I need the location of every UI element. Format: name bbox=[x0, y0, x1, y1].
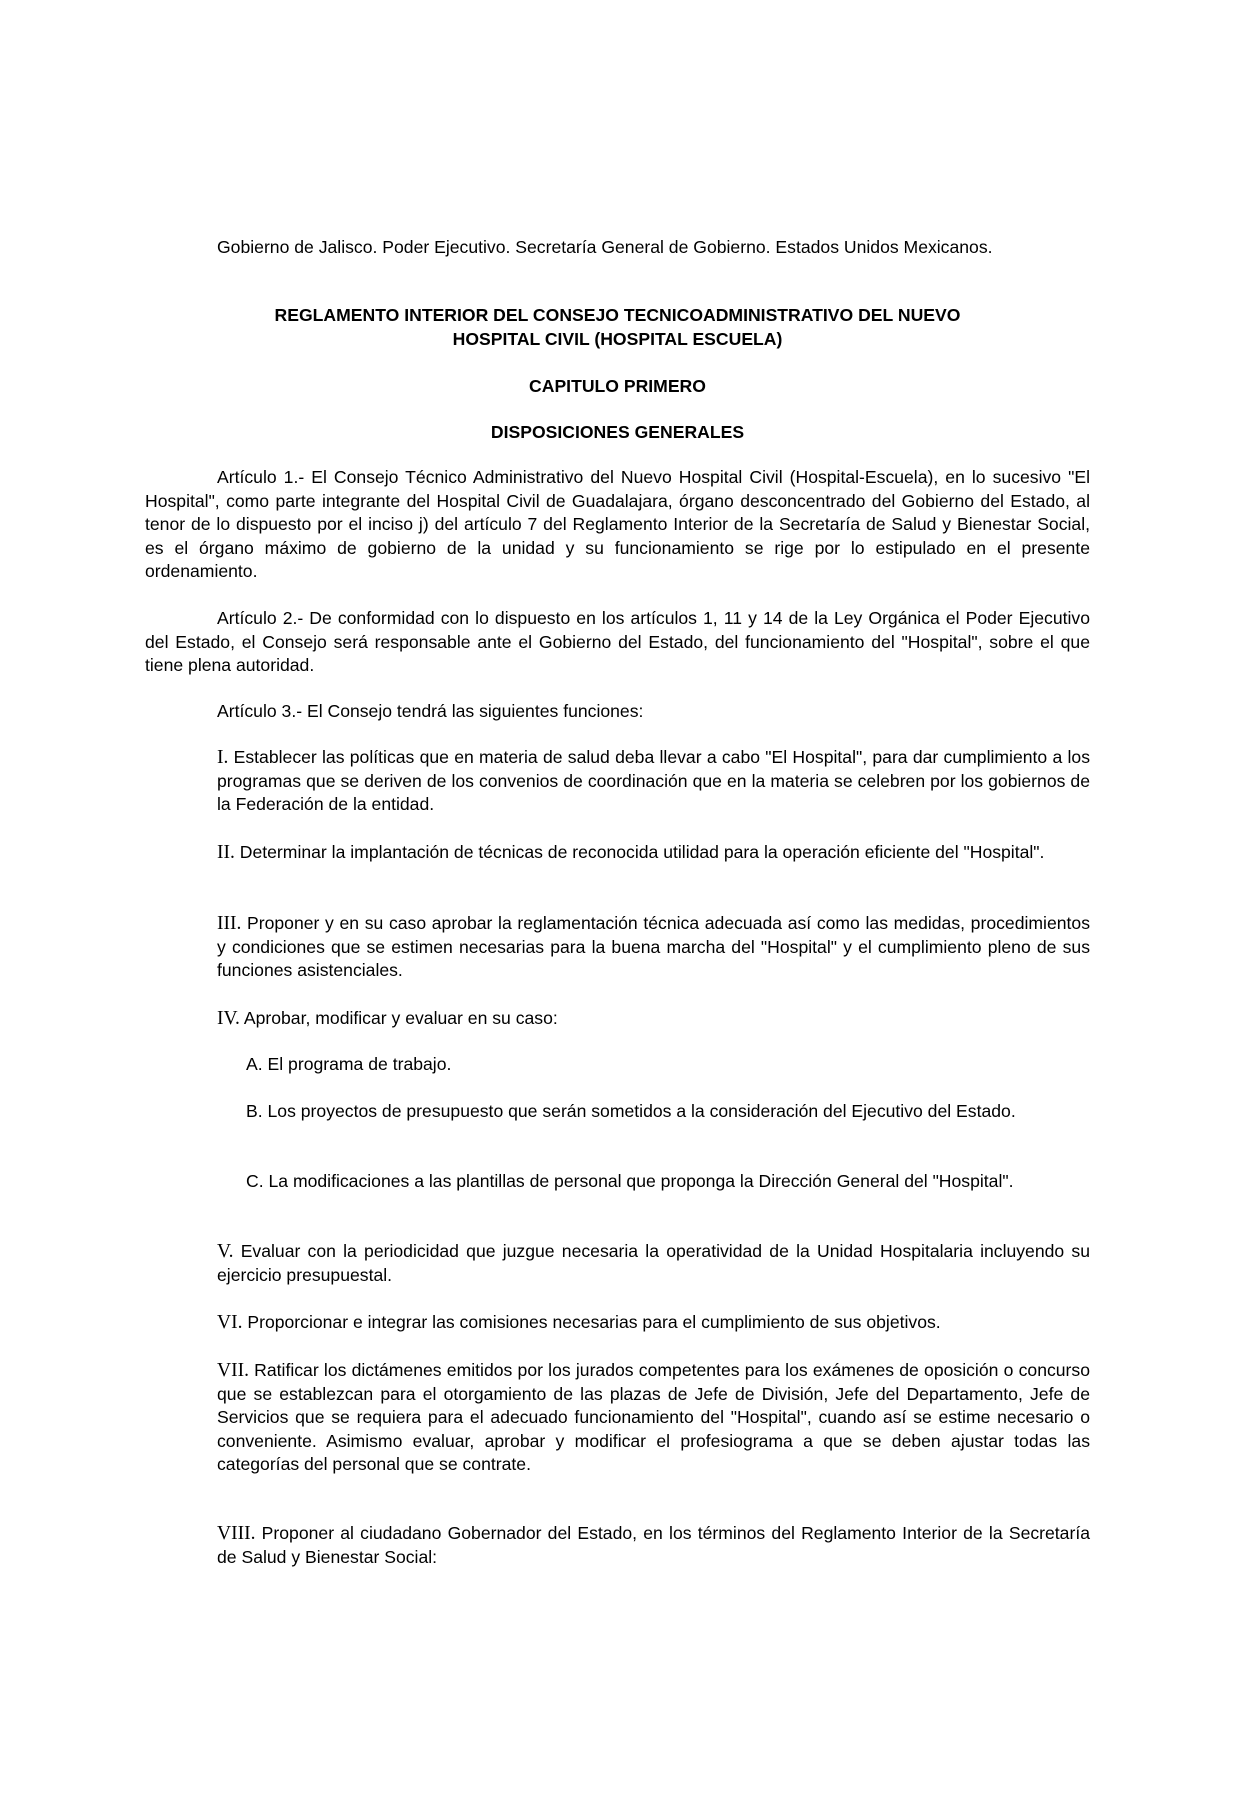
section-heading: DISPOSICIONES GENERALES bbox=[490, 422, 745, 442]
sub-letter: A. bbox=[246, 1054, 263, 1074]
sub-item-c bbox=[246, 1170, 1090, 1194]
function-item-viii bbox=[217, 1522, 1090, 1569]
function-item-ii bbox=[217, 841, 1090, 865]
article-3: Artículo 3.- El Consejo tendrá las siguientes funciones: bbox=[217, 701, 644, 721]
function-item-iii bbox=[217, 912, 1090, 983]
chapter-heading: CAPITULO PRIMERO bbox=[529, 376, 706, 396]
header-line: Gobierno de Jalisco. Poder Ejecutivo. Secretaría General de Gobierno. Estados Unidos Mexicanos. bbox=[217, 237, 993, 257]
sub-item-b bbox=[246, 1100, 1090, 1124]
roman-numeral: III. bbox=[217, 913, 242, 934]
title-line-1: REGLAMENTO INTERIOR DEL CONSEJO TECNICOADMINISTRATIVO DEL NUEVO bbox=[274, 305, 961, 325]
roman-numeral: V. bbox=[217, 1241, 234, 1262]
function-item-v bbox=[217, 1240, 1090, 1287]
function-item-vii bbox=[217, 1359, 1090, 1477]
roman-numeral: I. bbox=[217, 747, 229, 768]
function-text: Aprobar, modificar y evaluar en su caso: bbox=[243, 1008, 558, 1028]
article-2: Artículo 2.- De conformidad con lo dispuesto en los artículos 1, 11 y 14 de la Ley Orgánica el Poder Ejecutivo del Estado, el Consejo será responsable ante el Gobierno del Estado, del funcionamiento del "Hospital", sobre el que tiene plena autoridad. bbox=[145, 608, 1090, 675]
roman-numeral: VII. bbox=[217, 1360, 249, 1381]
sub-text: El programa de trabajo. bbox=[267, 1054, 452, 1074]
roman-numeral: VI. bbox=[217, 1312, 243, 1333]
document-title bbox=[145, 304, 1090, 351]
function-text: Proporcionar e integrar las comisiones necesarias para el cumplimiento de sus objetivos. bbox=[247, 1312, 941, 1332]
function-item-vi bbox=[217, 1311, 1090, 1335]
function-text: Proponer al ciudadano Gobernador del Estado, en los términos del Reglamento Interior de la Secretaría de Salud y Bienestar Social: bbox=[217, 1523, 1091, 1567]
title-line-2: HOSPITAL CIVIL (HOSPITAL ESCUELA) bbox=[452, 328, 783, 349]
function-text: Proponer y en su caso aprobar la reglamentación técnica adecuada así como las medidas, procedimientos y condiciones que se estimen necesarias para la buena marcha del "Hospital" y el cumplimiento pleno de sus funciones asistenciales. bbox=[217, 913, 1090, 980]
roman-numeral: II. bbox=[217, 842, 235, 863]
article-1: Artículo 1.- El Consejo Técnico Administrativo del Nuevo Hospital Civil (Hospital-Escuela), en lo sucesivo "El Hospital", como parte integrante del Hospital Civil de Guadalajara, órgano desconcentrado del Gobierno del Estado, al tenor de lo dispuesto por el inciso j) del artículo 7 del Reglamento Interior de la Secretaría de Salud y Bienestar Social, es el órgano máximo de gobierno de la unidad y su funcionamiento se rige por lo estipulado en el presente ordenamiento. bbox=[145, 467, 1090, 581]
sub-text: La modificaciones a las plantillas de personal que proponga la Dirección General del "Hospital". bbox=[268, 1171, 1014, 1191]
function-item-i bbox=[217, 746, 1090, 817]
sub-letter: B. bbox=[246, 1101, 263, 1121]
function-text: Evaluar con la periodicidad que juzgue necesaria la operatividad de la Unidad Hospitalaria incluyendo su ejercicio presupuestal. bbox=[217, 1241, 1090, 1285]
sub-text: Los proyectos de presupuesto que serán sometidos a la consideración del Ejecutivo del Estado. bbox=[267, 1101, 1016, 1121]
function-text: Determinar la implantación de técnicas de reconocida utilidad para la operación eficiente del "Hospital". bbox=[239, 842, 1045, 862]
sub-letter: C. bbox=[246, 1171, 264, 1191]
function-text: Ratificar los dictámenes emitidos por los jurados competentes para los exámenes de oposición o concurso que se establezcan para el otorgamiento de las plazas de Jefe de División, Jefe del Departamento, Jefe de Servicios que se requiera para el adecuado funcionamiento del "Hospital", cuando así se estime necesario o conveniente. Asimismo evaluar, aprobar y modificar el profesiograma a que se deben ajustar todas las categorías del personal que se contrate. bbox=[217, 1360, 1090, 1474]
function-item-iv bbox=[217, 1007, 1090, 1031]
roman-numeral: VIII. bbox=[217, 1523, 256, 1544]
function-text: Establecer las políticas que en materia de salud deba llevar a cabo "El Hospital", para dar cumplimiento a los programas que se deriven de los convenios de coordinación que en la materia se celebren por los gobiernos de la Federación de la entidad. bbox=[217, 747, 1090, 814]
roman-numeral: IV. bbox=[217, 1008, 240, 1029]
sub-item-a bbox=[246, 1053, 1090, 1077]
